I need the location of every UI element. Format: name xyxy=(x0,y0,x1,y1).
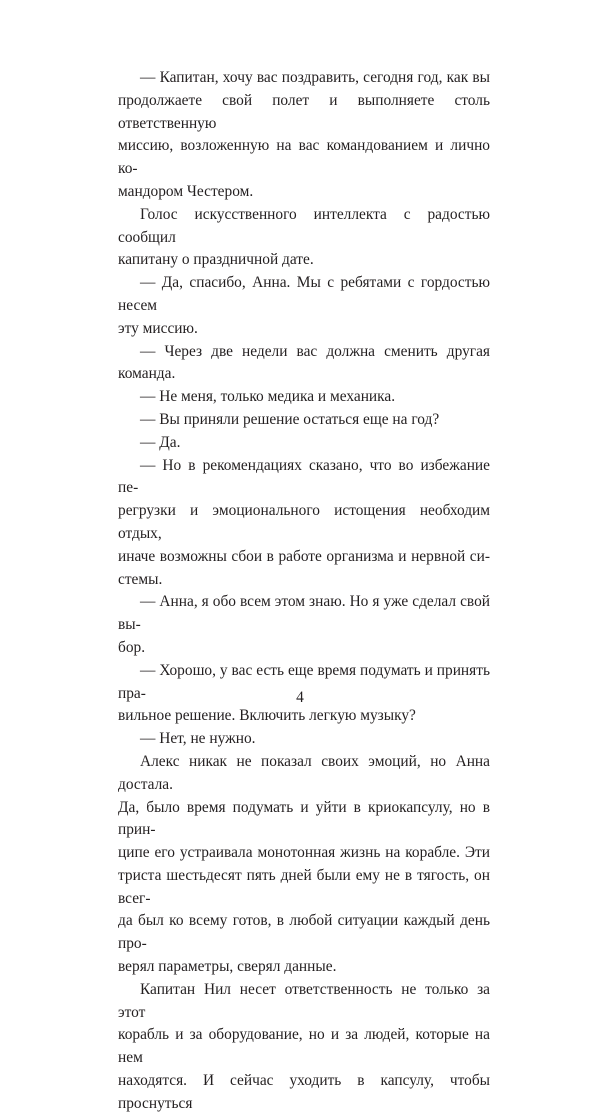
text-line: продолжаете свой полет и выполняете столь ответственную xyxy=(118,91,490,132)
text-line: да был ко всему готов, в любой ситуации каждый день про- xyxy=(118,912,490,953)
paragraph xyxy=(118,455,490,592)
text-line: — Да. xyxy=(140,433,181,451)
paragraph xyxy=(118,204,490,272)
paragraph xyxy=(118,341,490,387)
text-line: мандором Честером. xyxy=(118,182,254,200)
text-line: верял параметры, сверял данные. xyxy=(118,958,337,976)
text-line: — Через две недели вас должна сменить другая команда. xyxy=(118,342,490,383)
text-line: стемы. xyxy=(118,570,163,588)
text-line: бор. xyxy=(118,638,146,656)
page-number: 4 xyxy=(296,689,304,706)
text-line: капитану о праздничной дате. xyxy=(118,251,314,269)
text-line: — Хорошо, у вас есть еще время подумать и принять пра- xyxy=(118,661,490,702)
paragraph xyxy=(118,591,490,659)
text-line: Голос искусственного интеллекта с радостью сообщил xyxy=(118,205,490,246)
body-text xyxy=(118,67,490,1116)
text-line: ципе его устраивала монотонная жизнь на корабле. Эти xyxy=(118,844,490,862)
text-line: — Но в рекомендациях сказано, что во избежание пе- xyxy=(118,456,490,497)
text-line: — Нет, не нужно. xyxy=(140,730,256,748)
text-line: — Капитан, хочу вас поздравить, сегодня год, как вы xyxy=(140,69,490,86)
text-line: — Вы приняли решение остаться еще на год? xyxy=(140,410,440,428)
text-line: Да, было время подумать и уйти в криокапсулу, но в прин- xyxy=(118,798,490,839)
text-line: — Да, спасибо, Анна. Мы с ребятами с гордостью несем xyxy=(118,274,490,314)
text-line: триста шестьдесят пять дней были ему не в тягость, он всег- xyxy=(118,866,490,907)
text-line: находятся. И сейчас уходить в капсулу, чтобы проснуться xyxy=(118,1072,490,1112)
text-line: регрузки и эмоционального истощения необходим отдых, xyxy=(118,502,490,542)
text-line: Капитан Нил несет ответственность не только за этот xyxy=(118,980,490,1021)
paragraph xyxy=(118,728,490,751)
text-line: — Не меня, только медика и механика. xyxy=(140,388,396,406)
text-line: корабль и за оборудование, но и за людей, которые на нем xyxy=(118,1026,490,1067)
text-line: вильное решение. Включить легкую музыку? xyxy=(118,707,416,725)
text-line: — Анна, я обо всем этом знаю. Но я уже сделал свой вы- xyxy=(118,593,490,634)
text-line: иначе возможны сбои в работе организма и нервной си- xyxy=(118,547,490,565)
text-line: миссию, возложенную на вас командованием и лично ко- xyxy=(118,137,490,178)
paragraph xyxy=(118,751,490,979)
paragraph xyxy=(118,979,490,1116)
text-line: эту миссию. xyxy=(118,319,198,337)
paragraph xyxy=(118,386,490,409)
paragraph xyxy=(118,432,490,455)
paragraph xyxy=(118,272,490,340)
paragraph xyxy=(118,67,490,204)
text-line: Алекс никак не показал своих эмоций, но Анна достала. xyxy=(118,752,490,793)
paragraph xyxy=(118,409,490,432)
